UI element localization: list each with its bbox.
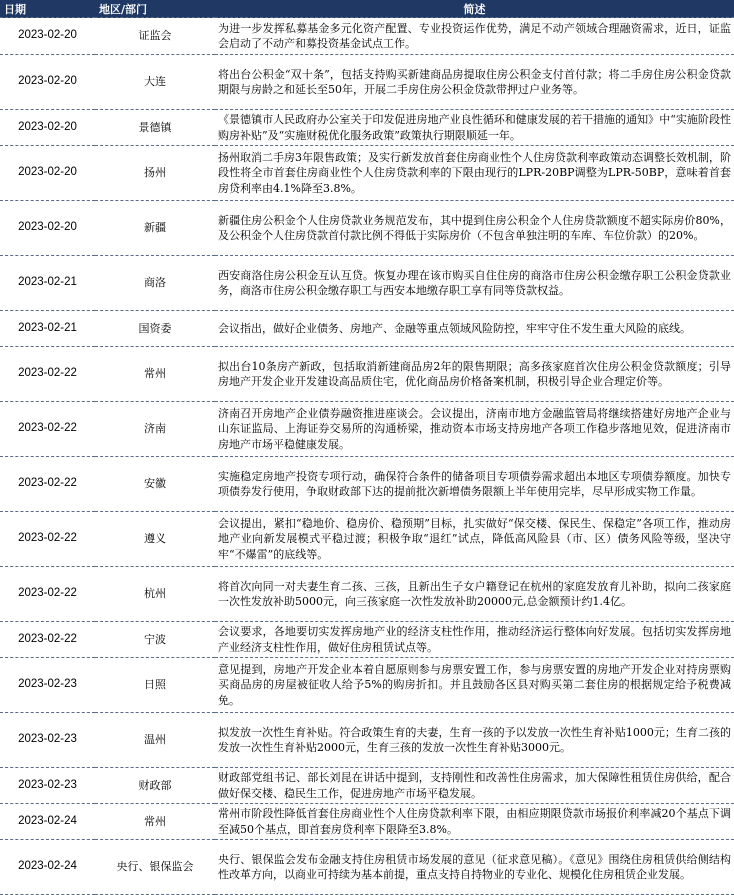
- cell-date: 2023-02-23: [0, 713, 95, 768]
- cell-desc: 会议提出，紧扣“稳地价、稳房价、稳预期”目标，扎实做好“保交楼、保民生、保稳定”各项工作，推动房地产业向新发展模式平稳过渡；积极争取“退红”试点，降低高风险县（市、区）债务风险等级，坚决守牢“不爆雷”的底线等。: [215, 512, 734, 567]
- header-region: 地区/部门: [95, 0, 215, 18]
- cell-date: 2023-02-22: [0, 512, 95, 567]
- cell-date: 2023-02-20: [0, 201, 95, 256]
- table-row: [0, 567, 734, 622]
- cell-region: 扬州: [95, 146, 215, 201]
- cell-region: 日照: [95, 658, 215, 713]
- cell-desc: 将出台公积金“双十条”，包括支持购买新建商品房提取住房公积金支付首付款；将二手房住房公积金贷款期限与房龄之和延长至50年，开展二手房住房公积金贷款带押过户业务等。: [215, 55, 734, 110]
- cell-date: 2023-02-23: [0, 768, 95, 804]
- table-row: [0, 201, 734, 256]
- cell-region: 温州: [95, 713, 215, 768]
- cell-desc: 拟出台10条房产新政，包括取消新建商品房2年的限售期限；高多孩家庭首次住房公积金贷款额度；引导房地产开发企业开发建设高品质住宅，优化商品房价格备案机制，积极引导企业合理定价等。: [215, 347, 734, 402]
- cell-desc: 济南召开房地产企业债券融资推进座谈会。会议提出，济南市地方金融监管局将继续搭建好房地产企业与山东证监局、上海证券交易所的沟通桥梁，推动资本市场支持房地产各项工作稳步落地见效，促进济南市房地产市场平稳健康发展。: [215, 402, 734, 457]
- cell-region: 大连: [95, 55, 215, 110]
- cell-desc: 将首次向同一对夫妻生育二孩、三孩，且新出生子女户籍登记在杭州的家庭发放育儿补助，拟向二孩家庭一次性发放补助5000元，向三孩家庭一次性发放补助20000元,总金额预计约1.4亿。: [215, 567, 734, 622]
- cell-region: 宁波: [95, 622, 215, 658]
- cell-region: 国资委: [95, 311, 215, 347]
- cell-region: 证监会: [95, 18, 215, 55]
- cell-date: 2023-02-20: [0, 18, 95, 55]
- cell-date: 2023-02-20: [0, 146, 95, 201]
- table-row: [0, 402, 734, 457]
- cell-region: 景德镇: [95, 110, 215, 146]
- cell-date: 2023-02-20: [0, 55, 95, 110]
- header-date: 日期: [0, 0, 95, 18]
- cell-desc: 意见提到，房地产开发企业本着自愿原则参与房票安置工作，参与房票安置的房地产开发企业对持房票购买商品房的房屋被征收人给予5%的购房折扣。并且鼓励各区县对购买第二套住房的根据规定给予税费减免。: [215, 658, 734, 713]
- cell-desc: 常州市阶段性降低首套住房商业性个人住房贷款利率下限，由相应期限贷款市场报价利率减20个基点下调至减50个基点，即首套房贷利率下限降至3.8%。: [215, 804, 734, 840]
- cell-desc: 《景德镇市人民政府办公室关于印发促进房地产业良性循环和健康发展的若干措施的通知》中“实施阶段性购房补贴”及“实施财税优化服务政策”政策执行期限顺延一年。: [215, 110, 734, 146]
- cell-date: 2023-02-21: [0, 311, 95, 347]
- cell-region: 常州: [95, 347, 215, 402]
- cell-date: 2023-02-22: [0, 622, 95, 658]
- cell-date: 2023-02-21: [0, 256, 95, 311]
- table-row: [0, 804, 734, 840]
- cell-date: 2023-02-22: [0, 402, 95, 457]
- cell-desc: 实施稳定房地产投资专项行动，确保符合条件的储备项目专项债券需求超出本地区专项债券额度。加快专项债券发行使用，争取财政部下达的提前批次新增债务限额上半年使用完毕，尽早形成实物工作量。: [215, 457, 734, 512]
- cell-desc: 拟发放一次性生育补贴。符合政策生育的夫妻，生育一孩的予以发放一次性生育补贴1000元；生育二孩的发放一次性生育补贴2000元，生育三孩的发放一次性生育补贴3000元。: [215, 713, 734, 768]
- table-row: [0, 347, 734, 402]
- cell-date: 2023-02-24: [0, 804, 95, 840]
- cell-desc: 扬州取消二手房3年限售政策；及实行新发放首套住房商业性个人住房贷款利率政策动态调整长效机制，阶段性将全市首套住房商业性个人住房贷款利率的下限由现行的LPR-20BP调整为LPR-50BP，意味着首套房贷利率由4.1%降至3.8%。: [215, 146, 734, 201]
- table-row: [0, 311, 734, 347]
- table-row: [0, 658, 734, 713]
- table-row: [0, 512, 734, 567]
- cell-desc: 西安商洛住房公积金互认互贷。恢复办理在该市购买自住住房的商洛市住房公积金缴存职工公积金贷款业务，商洛市住房公积金缴存职工与西安本地缴存职工享有同等贷款权益。: [215, 256, 734, 311]
- cell-desc: 财政部党组书记、部长刘昆在讲话中提到，支持刚性和改善性住房需求，加大保障性租赁住房供给，配合做好保交楼、稳民生工作，促进房地产市场平稳发展。: [215, 768, 734, 804]
- table-header: [0, 0, 734, 18]
- cell-region: 央行、银保监会: [95, 840, 215, 895]
- table-row: [0, 713, 734, 768]
- table-row: [0, 18, 734, 55]
- cell-desc: 会议指出，做好企业债务、房地产、金融等重点领域风险防控，牢牢守住不发生重大风险的底线。: [215, 311, 734, 347]
- cell-date: 2023-02-24: [0, 840, 95, 895]
- header-desc: 简述: [215, 0, 734, 18]
- table-row: [0, 256, 734, 311]
- cell-date: 2023-02-23: [0, 658, 95, 713]
- cell-region: 济南: [95, 402, 215, 457]
- cell-desc: 为进一步发挥私募基金多元化资产配置、专业投资运作优势，满足不动产领域合理融资需求，近日，证监会启动了不动产和募投资基金试点工作。: [215, 18, 734, 55]
- cell-region: 杭州: [95, 567, 215, 622]
- cell-region: 安徽: [95, 457, 215, 512]
- cell-desc: 央行、银保监会发布金融支持住房租赁市场发展的意见（征求意见稿）。《意见》围绕住房租赁供给侧结构性改革方向，以商业可持续为基本前提，重点支持自持物业的专业化、规模化住房租赁企业发展。: [215, 840, 734, 895]
- cell-region: 财政部: [95, 768, 215, 804]
- cell-region: 新疆: [95, 201, 215, 256]
- table-row: [0, 55, 734, 110]
- cell-desc: 新疆住房公积金个人住房贷款业务规范发布，其中提到住房公积金个人住房贷款额度不超实际房价80%，及公积金个人住房贷款首付款比例不得低于实际房价（不包含单独注明的车库、车位价款）的20%。: [215, 201, 734, 256]
- cell-region: 常州: [95, 804, 215, 840]
- cell-region: 遵义: [95, 512, 215, 567]
- table-row: [0, 110, 734, 146]
- table-row: [0, 457, 734, 512]
- table-row: [0, 840, 734, 895]
- table-body: [0, 18, 734, 895]
- cell-region: 商洛: [95, 256, 215, 311]
- table-row: [0, 146, 734, 201]
- cell-date: 2023-02-20: [0, 110, 95, 146]
- cell-date: 2023-02-22: [0, 347, 95, 402]
- cell-date: 2023-02-22: [0, 457, 95, 512]
- table-row: [0, 622, 734, 658]
- table-row: [0, 768, 734, 804]
- cell-date: 2023-02-22: [0, 567, 95, 622]
- cell-desc: 会议要求，各地要切实发挥房地产业的经济支柱性作用，推动经济运行整体向好发展。包括切实发挥房地产业经济支柱性作用，做好住房租赁试点等。: [215, 622, 734, 658]
